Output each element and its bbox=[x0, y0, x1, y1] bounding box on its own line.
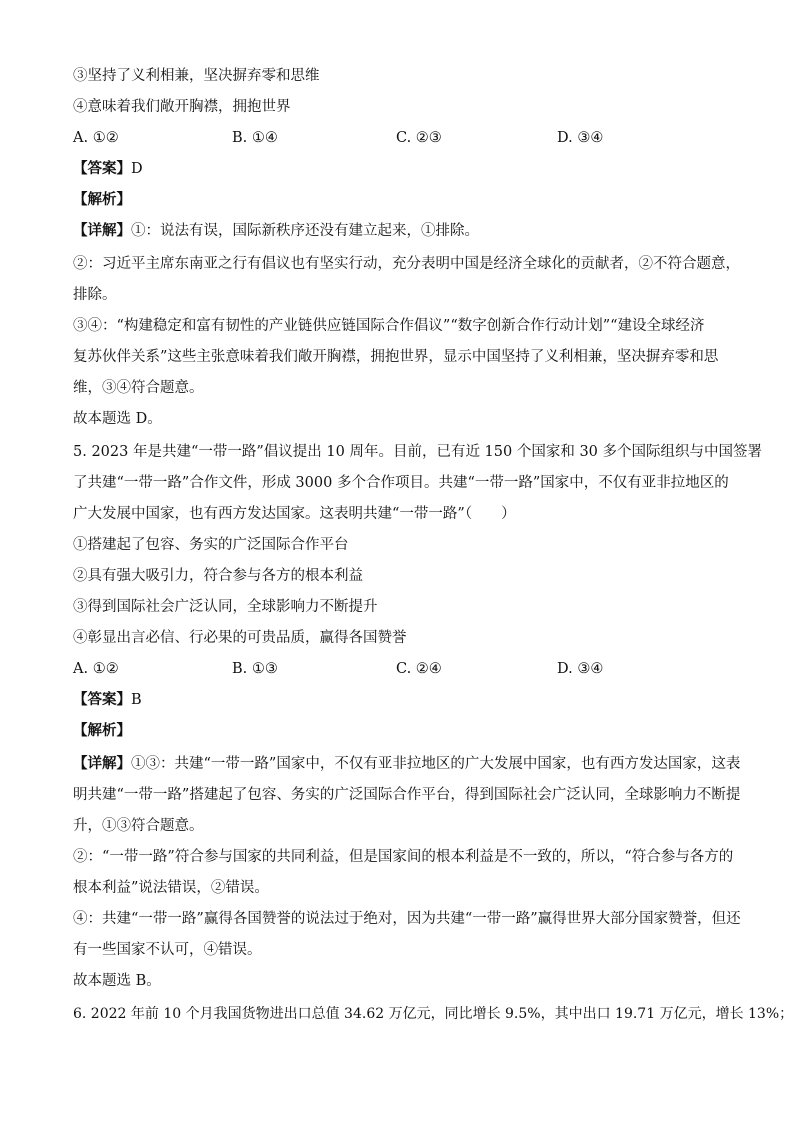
q5-detail-2a: ②：“一带一路”符合参与国家的共同利益，但是国家间的根本利益是不一致的，所以，“符合参与各方的 bbox=[73, 849, 734, 865]
detail-tag: 【详解】 bbox=[73, 222, 131, 239]
q4-answer bbox=[73, 159, 143, 179]
q4-choice-c: C. ②③ bbox=[396, 130, 442, 146]
q4-detail-3c: 维，③④符合题意。 bbox=[73, 380, 204, 396]
detail-tag: 【详解】 bbox=[73, 755, 131, 772]
q4-detail-3a: ③④：“构建稳定和富有韧性的产业链供应链国际合作倡议”“数字创新合作行动计划”“建设全球经济 bbox=[73, 318, 705, 334]
q6-stem-1: 6. 2022 年前 10 个月我国货物进出口总值 34.62 万亿元，同比增长 9.5%，其中出口 19.71 万亿元，增长 13%； bbox=[73, 1006, 794, 1022]
detail-text: ①③：共建“一带一路”国家中，不仅有亚非拉地区的广大发展中国家，也有西方发达国家，这表 bbox=[131, 756, 741, 772]
q5-conclusion: 故本题选 B。 bbox=[73, 973, 161, 989]
q4-choice-d: D. ③④ bbox=[557, 130, 604, 146]
q5-option-2: ②具有强大吸引力，符合参与各方的根本利益 bbox=[73, 568, 363, 584]
q5-option-1: ①搭建起了包容、务实的广泛国际合作平台 bbox=[73, 537, 349, 553]
q5-option-3: ③得到国际社会广泛认同，全球影响力不断提升 bbox=[73, 599, 378, 615]
q5-choice-d: D. ③④ bbox=[557, 661, 604, 677]
q5-analysis-tag: 【解析】 bbox=[73, 722, 131, 739]
q5-option-4: ④彰显出言必信、行必果的可贵品质，赢得各国赞誉 bbox=[73, 630, 407, 646]
q4-detail-1 bbox=[73, 221, 479, 241]
q4-detail-3b: 复苏伙伴关系”这些主张意味着我们敞开胸襟，拥抱世界，显示中国坚持了义利相兼，坚决摒弃零和思 bbox=[73, 349, 719, 365]
answer-value: B bbox=[131, 692, 142, 708]
q5-stem-2: 了共建“一带一路”合作文件，形成 3000 多个合作项目。共建“一带一路”国家中，不仅有亚非拉地区的 bbox=[73, 475, 729, 491]
q4-choice-a: A. ①② bbox=[73, 130, 119, 146]
q4-option-4: ④意味着我们敞开胸襟，拥抱世界 bbox=[73, 99, 291, 115]
q5-detail-1b: 明共建“一带一路”搭建起了包容、务实的广泛国际合作平台，得到国际社会广泛认同，全球影响力不断提 bbox=[73, 787, 741, 803]
q4-conclusion: 故本题选 D。 bbox=[73, 411, 162, 427]
q5-choice-a: A. ①② bbox=[73, 661, 119, 677]
q5-choice-b: B. ①③ bbox=[232, 661, 278, 677]
q4-choice-b: B. ①④ bbox=[232, 130, 278, 146]
q5-stem-1: 5. 2023 年是共建“一带一路”倡议提出 10 周年。目前，已有近 150 个国家和 30 多个国际组织与中国签署 bbox=[73, 444, 763, 460]
q4-analysis-tag: 【解析】 bbox=[73, 191, 131, 208]
q5-answer bbox=[73, 690, 142, 710]
q4-detail-2a: ②：习近平主席东南亚之行有倡议也有坚实行动，充分表明中国是经济全球化的贡献者，②不符合题意， bbox=[73, 256, 740, 272]
q4-detail-2b: 排除。 bbox=[73, 287, 117, 303]
answer-tag: 【答案】 bbox=[73, 691, 131, 708]
q5-stem-3: 广大发展中国家，也有西方发达国家。这表明共建“一带一路”（ ） bbox=[73, 506, 516, 522]
q4-option-3: ③坚持了义利相兼，坚决摒弃零和思维 bbox=[73, 68, 320, 84]
q5-detail-3a: ④：共建“一带一路”赢得各国赞誉的说法过于绝对，因为共建“一带一路”赢得世界大部分国家赞誉，但还 bbox=[73, 911, 741, 927]
q5-detail-3b: 有一些国家不认可，④错误。 bbox=[73, 942, 262, 958]
answer-value: D bbox=[131, 161, 143, 177]
q5-detail-1a bbox=[73, 754, 740, 774]
q5-choice-c: C. ②④ bbox=[396, 661, 442, 677]
q5-detail-1c: 升，①③符合题意。 bbox=[73, 818, 204, 834]
q5-detail-2b: 根本利益”说法错误，②错误。 bbox=[73, 880, 269, 896]
detail-text: ①：说法有误，国际新秩序还没有建立起来，①排除。 bbox=[131, 223, 479, 239]
answer-tag: 【答案】 bbox=[73, 160, 131, 177]
